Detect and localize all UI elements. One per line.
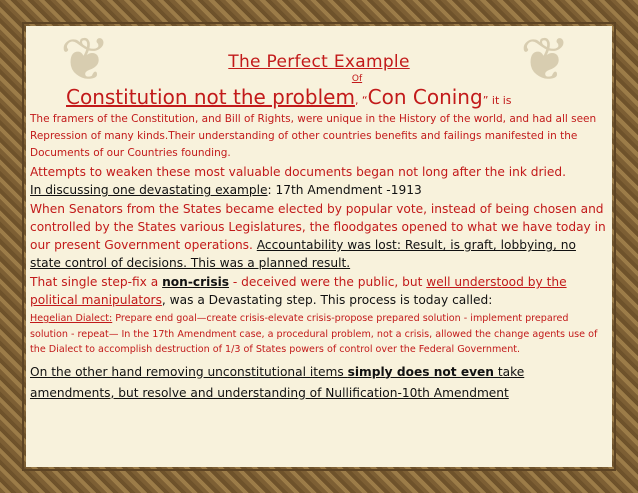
manipulators-text: well understood by the political manipulators: [30, 275, 567, 307]
accountability-text: Accountability was lost: Result, is graft, lobbying, no state control of decisions. This was a planned result.: [30, 238, 576, 270]
attempts-line-1: Attempts to weaken these most valuable documents began not long after the ink dried.: [30, 165, 566, 179]
title-line-3-part-d: ” it is: [482, 94, 512, 107]
nullification-b: simply does not even: [347, 364, 494, 379]
hegelian-label: Hegelian Dialect:: [30, 313, 113, 324]
single-step-e: , was a Devastating step. This process is today called:: [161, 293, 493, 307]
nullification-a: On the other hand removing unconstitutional items: [30, 364, 348, 379]
non-crisis-text: non-crisis: [162, 275, 230, 289]
single-step-a: That single step-fix a: [30, 275, 163, 289]
paragraph-framers: The framers of the Constitution, and Bill of Rights, were unique in the History of the world, and had all seen Repression of many kinds.Their understanding of other countries benefits and failings manifested in the Documents of our Countries founding.: [30, 113, 597, 159]
nullification-c: take amendments, but resolve and understanding of Nullification-10th Amendment: [30, 364, 525, 400]
attempts-amendment: : 17th Amendment -1913: [267, 183, 422, 197]
flourish-top-left: ❦: [60, 25, 111, 95]
title-line-2: Of: [351, 74, 363, 84]
paragraph-attempts: [30, 163, 608, 199]
paragraph-hegelian: [30, 311, 608, 358]
title-line-3-part-c: Con Coning: [367, 85, 483, 109]
hegelian-text: Prepare end goal—create crisis-elevate crisis-propose prepared solution - implement prepared solution - repeat— In the 17th Amendment case, a procedural problem, not a crisis, allowed the change agents use of the Dialect to accomplish destruction of 1/3 of States powers of control over the Federal Government.: [30, 313, 598, 355]
flourish-top-right: ❦: [520, 25, 571, 95]
senators-text: When Senators from the States became elected by popular vote, instead of being chosen and controlled by the States various Legislatures, the floodgates opened to what we have today in our present Government operations.: [30, 202, 606, 252]
paragraph-nullification: [30, 362, 608, 404]
paragraph-single-step: [30, 273, 608, 309]
title-line-1: The Perfect Example: [228, 52, 410, 72]
title-line-3-part-a: Constitution not the problem: [66, 85, 355, 109]
title-line-3-part-b: , “: [354, 94, 368, 107]
title-line-3: [66, 85, 608, 109]
paragraph-senators: [30, 200, 608, 272]
single-step-c: - deceived were the public, but: [229, 275, 427, 289]
slide-content: [30, 34, 608, 404]
attempts-example-label: In discussing one devastating example: [30, 183, 268, 197]
